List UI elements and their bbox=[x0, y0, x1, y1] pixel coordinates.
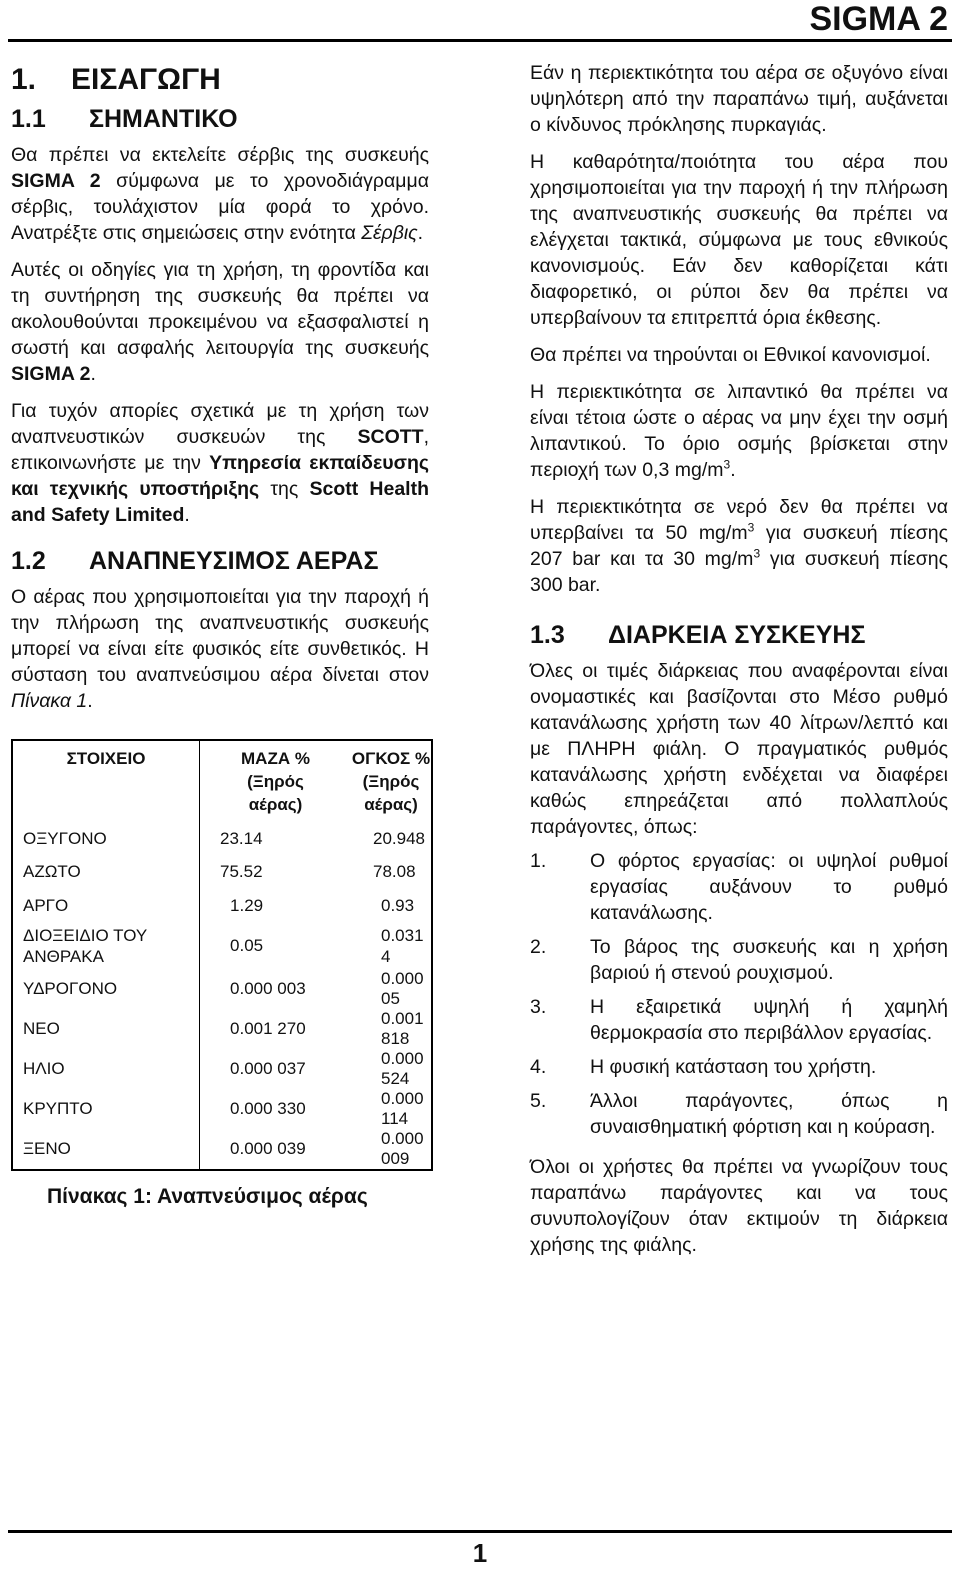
list-number: 1. bbox=[530, 850, 547, 872]
text-span: . bbox=[730, 459, 736, 481]
company-name: Scott Health and Safety Limited bbox=[11, 478, 429, 526]
cell-volume: 0.93 bbox=[381, 895, 415, 915]
text-span: . bbox=[90, 363, 96, 385]
text-span: . bbox=[417, 222, 424, 244]
cell-volume: 0.000 114 bbox=[381, 1088, 424, 1128]
cell-element: ΔΙΟΞΕΙΔΙΟ ΤΟΥ ΑΝΘΡΑΚΑ bbox=[12, 923, 200, 969]
list-number: 2. bbox=[530, 936, 547, 958]
cell-element: ΑΖΩΤΟ bbox=[12, 856, 200, 890]
left-column bbox=[11, 56, 429, 1211]
table-row bbox=[12, 822, 432, 856]
cell-volume: 0.001 818 bbox=[381, 1008, 424, 1048]
support-service-name: Υπηρεσία εκπαίδευσης και τεχνικής υποστήριξης bbox=[11, 452, 429, 500]
brand-name: SCOTT bbox=[357, 426, 424, 448]
paragraph-lubricant bbox=[530, 379, 948, 483]
cell-mass: 0.001 270 bbox=[230, 1018, 306, 1038]
paragraph-contact bbox=[11, 398, 429, 528]
text-span: της bbox=[259, 478, 310, 500]
table-row bbox=[12, 1129, 432, 1170]
cell-element: ΟΞΥΓΟΝΟ bbox=[12, 822, 200, 856]
product-name: SIGMA 2 bbox=[11, 170, 101, 192]
text-span: Η περιεκτικότητα σε λιπαντικό θα πρέπει να είναι τέτοια ώστε ο αέρας να μην έχει την οσμή λιπαντικού. Το όριο οσμής βρίσκεται στην περιοχή των 0,3 mg/m bbox=[530, 381, 948, 481]
cell-volume: 20.948 bbox=[373, 828, 425, 848]
chapter-heading bbox=[11, 58, 429, 102]
superscript: 3 bbox=[747, 520, 755, 535]
table-row bbox=[12, 856, 432, 890]
factors-list bbox=[530, 848, 948, 1140]
cell-volume: 0.031 4 bbox=[381, 925, 424, 966]
header-rule bbox=[8, 39, 952, 42]
header-volume bbox=[351, 740, 432, 822]
cell-mass: 23.14 bbox=[220, 828, 263, 848]
text-span: Θα πρέπει να εκτελείτε σέρβις της συσκευής bbox=[11, 144, 429, 166]
text-span: Η περιεκτικότητα σε νερό δεν θα πρέπει να υπερβαίνει τα 50 mg/m bbox=[530, 496, 948, 544]
list-number: 3. bbox=[530, 996, 547, 1018]
product-name: SIGMA 2 bbox=[11, 363, 91, 385]
superscript: 3 bbox=[753, 546, 761, 561]
text-span: , επικοινωνήστε με την bbox=[11, 426, 429, 474]
list-item bbox=[530, 848, 948, 926]
header-mass-label: ΜΑΖΑ % (Ξηρός αέρας) bbox=[241, 749, 310, 814]
section-number: 1.2 bbox=[11, 547, 46, 575]
header-volume-label: ΟΓΚΟΣ % (Ξηρός αέρας) bbox=[351, 749, 431, 814]
table-row bbox=[12, 889, 432, 923]
text-span: σύμφωνα με το χρονοδιάγραμμα σέρβις, τουλάχιστον μία φορά το χρόνο. Ανατρέξτε στις σημειώσεις στην ενότητα bbox=[11, 170, 429, 244]
cell-volume: 0.000 05 bbox=[381, 968, 424, 1008]
table-row bbox=[12, 1089, 432, 1129]
header-mass bbox=[200, 740, 351, 822]
text-span: Ο αέρας που χρησιμοποιείται για την παροχή ή την πλήρωση της αναπνευστικής συσκευής μπορεί να είναι είτε φυσικός είτε συνθετικός. Η σύσταση του αναπνεύσιμου αέρα δίνεται στον bbox=[11, 586, 429, 686]
section-heading-1-1 bbox=[11, 102, 429, 136]
list-text: Η εξαιρετικά υψηλή ή χαμηλή θερμοκρασία στο περιβάλλον εργασίας. bbox=[590, 996, 948, 1044]
text-span: . bbox=[184, 504, 190, 526]
list-text: Το βάρος της συσκευής και η χρήση βαριού ή στενού ρουχισμού. bbox=[590, 936, 948, 984]
table-row bbox=[12, 969, 432, 1009]
table-row bbox=[12, 923, 432, 969]
section-heading-1-2 bbox=[11, 544, 429, 578]
superscript: 3 bbox=[723, 457, 731, 472]
cell-element: ΝΕΟ bbox=[12, 1009, 200, 1049]
cell-mass: 0.000 330 bbox=[230, 1098, 306, 1118]
chapter-title: ΕΙΣΑΓΩΓΗ bbox=[71, 63, 221, 96]
chapter-number: 1. bbox=[11, 63, 37, 96]
paragraph-breathing-air bbox=[11, 584, 429, 714]
paragraph-service bbox=[11, 142, 429, 246]
cell-volume: 0.000 524 bbox=[381, 1048, 424, 1088]
list-text: Ο φόρτος εργασίας: οι υψηλοί ρυθμοί εργασίας αυξάνουν το ρυθμό κατανάλωσης. bbox=[590, 850, 948, 924]
paragraph-national-rules: Θα πρέπει να τηρούνται οι Εθνικοί κανονισμοί. bbox=[530, 344, 931, 366]
cell-element: ΚΡΥΠΤΟ bbox=[12, 1089, 200, 1129]
table-caption: Πίνακας 1: Αναπνεύσιμος αέρας bbox=[47, 1184, 368, 1208]
page-header-title: SIGMA 2 bbox=[809, 0, 948, 38]
text-span: για συσκευή πίεσης 207 bar και τα 30 mg/m bbox=[530, 522, 948, 570]
text-span: Αυτές οι οδηγίες για τη χρήση, τη φροντίδα και τη συντήρηση της συσκευής θα πρέπει να ακολουθούνται προκειμένου να εξασφαλιστεί η σωστή και ασφαλής λειτουργία της συσκευής bbox=[11, 259, 429, 359]
list-text: Η φυσική κατάσταση του χρήστη. bbox=[590, 1056, 877, 1078]
paragraph-water-content bbox=[530, 494, 948, 598]
section-number: 1.3 bbox=[530, 621, 565, 649]
cell-mass: 1.29 bbox=[230, 895, 264, 915]
text-span: για συσκευή πίεσης 300 bar. bbox=[530, 548, 948, 596]
cell-volume: 78.08 bbox=[373, 862, 416, 882]
paragraph-oxygen-risk: Εάν η περιεκτικότητα του αέρα σε οξυγόνο είναι υψηλότερη από την παραπάνω τιμή, αυξάνεται ο κίνδυνος πρόκλησης πυρκαγιάς. bbox=[530, 62, 948, 136]
list-text: Άλλοι παράγοντες, όπως η συναισθηματική φόρτιση και η κούραση. bbox=[590, 1090, 948, 1138]
list-item bbox=[530, 1088, 948, 1140]
table-row bbox=[12, 1009, 432, 1049]
cell-volume: 0.000 009 bbox=[381, 1128, 424, 1168]
table-reference: Πίνακα 1 bbox=[11, 690, 88, 712]
table-row bbox=[12, 1049, 432, 1089]
list-item bbox=[530, 1054, 948, 1080]
list-item bbox=[530, 934, 948, 986]
cell-element: ΥΔΡΟΓΟΝΟ bbox=[12, 969, 200, 1009]
list-item bbox=[530, 994, 948, 1046]
text-span: . bbox=[87, 690, 93, 712]
list-number: 5. bbox=[530, 1090, 547, 1112]
page-number: 1 bbox=[472, 1538, 488, 1568]
section-title: ΔΙΑΡΚΕΙΑ ΣΥΣΚΕΥΗΣ bbox=[608, 621, 866, 649]
cell-mass: 0.000 039 bbox=[230, 1138, 306, 1158]
table-header-row bbox=[12, 740, 432, 822]
cell-mass: 0.000 037 bbox=[230, 1058, 306, 1078]
section-title: ΣΗΜΑΝΤΙΚΟ bbox=[89, 105, 238, 133]
list-number: 4. bbox=[530, 1056, 547, 1078]
cell-element: ΑΡΓΟ bbox=[12, 889, 200, 923]
air-composition-table bbox=[11, 739, 433, 1171]
service-link: Σέρβις bbox=[361, 222, 418, 244]
footer-rule bbox=[8, 1530, 952, 1533]
section-heading-1-3 bbox=[530, 618, 948, 652]
cell-element: ΞΕΝΟ bbox=[12, 1129, 200, 1170]
paragraph-user-awareness: Όλοι οι χρήστες θα πρέπει να γνωρίζουν τους παραπάνω παράγοντες και να τους συνυπολογίζουν όταν εκτιμούν τη διάρκεια χρήσης της φιάλης. bbox=[530, 1156, 948, 1256]
cell-mass: 0.000 003 bbox=[230, 978, 306, 998]
cell-mass: 75.52 bbox=[220, 862, 263, 882]
paragraph-instructions bbox=[11, 257, 429, 387]
cell-element: ΗΛΙΟ bbox=[12, 1049, 200, 1089]
cell-mass: 0.05 bbox=[230, 936, 264, 955]
section-number: 1.1 bbox=[11, 105, 46, 133]
right-column bbox=[530, 60, 948, 1258]
paragraph-air-quality: Η καθαρότητα/ποιότητα του αέρα που χρησιμοποιείται για την παροχή ή την πλήρωση της αναπνευστικής συσκευής θα πρέπει να ελέγχεται τακτικά, σύμφωνα με τους εθνικούς κανονισμούς. Εάν δεν καθορίζεται κάτι διαφορετικό, οι ρύποι δεν θα πρέπει να υπερβαίνουν τα επιτρεπτά όρια έκθεσης. bbox=[530, 151, 948, 329]
paragraph-duration: Όλες οι τιμές διάρκειας που αναφέρονται είναι ονομαστικές και βασίζονται στο Μέσο ρυθμό κατανάλωσης χρήστη των 40 λίτρων/λεπτό και με ΠΛΗΡΗ φιάλη. Ο πραγματικός ρυθμός κατανάλωσης χρήστη ενδέχεται να διαφέρει καθώς επηρεάζεται από πολλαπλούς παράγοντες, όπως: bbox=[530, 660, 948, 838]
header-element: ΣΤΟΙΧΕΙΟ bbox=[12, 740, 200, 822]
section-title: ΑΝΑΠΝΕΥΣΙΜΟΣ ΑΕΡΑΣ bbox=[89, 547, 379, 575]
text-span: Για τυχόν απορίες σχετικά με τη χρήση των αναπνευστικών συσκευών της bbox=[11, 400, 429, 448]
